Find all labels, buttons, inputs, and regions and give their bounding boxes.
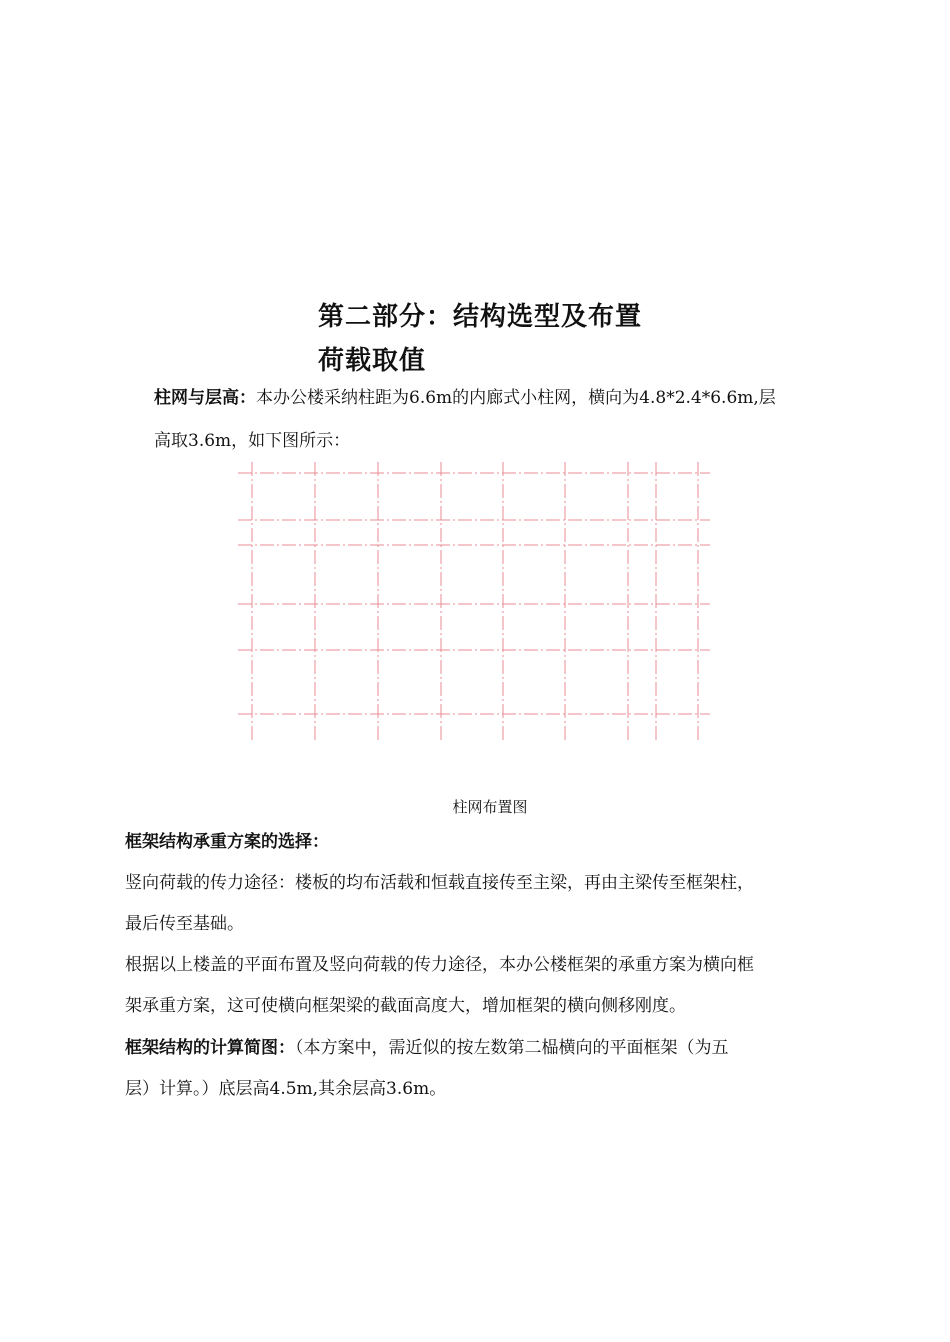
bearing-scheme-line2: 架承重方案，这可使横向框架梁的截面高度大，增加框架的横向侧移刚度。 <box>125 996 686 1016</box>
section-subheading: 荷载取值 <box>318 346 427 376</box>
column-grid-label: 柱网与层高： <box>154 388 256 408</box>
column-grid-paragraph-line1 <box>154 378 776 419</box>
load-path-heading <box>125 822 329 863</box>
figure-caption: 柱网布置图 <box>452 798 528 816</box>
load-path-label: 框架结构承重方案的选择： <box>125 832 329 852</box>
calc-diagram-label: 框架结构的计算简图： <box>125 1038 295 1058</box>
load-path-line1: 竖向荷载的传力途径：楼板的均布活载和恒载直接传至主梁，再由主梁传至框架柱， <box>125 873 754 893</box>
section-heading: 第二部分：结构选型及布置 <box>318 302 643 332</box>
calc-diagram-text: （本方案中，需近似的按左数第二榀横向的平面框架（为五 <box>295 1038 729 1058</box>
calc-diagram-line2: 层）计算。）底层高4.5m,其余层高3.6m。 <box>125 1079 447 1099</box>
bearing-scheme-line1: 根据以上楼盖的平面布置及竖向荷载的传力途径，本办公楼框架的承重方案为横向框 <box>125 955 754 975</box>
grid-lines <box>238 462 710 740</box>
column-grid-text: 本办公楼采纳柱距为6.6m的内廊式小柱网，横向为4.8*2.4*6.6m,层 <box>256 388 776 408</box>
calc-diagram-line1 <box>125 1028 729 1069</box>
column-grid-paragraph-line2: 高取3.6m，如下图所示： <box>154 431 351 451</box>
load-path-line2: 最后传至基础。 <box>125 914 244 934</box>
column-grid-figure <box>238 462 710 740</box>
